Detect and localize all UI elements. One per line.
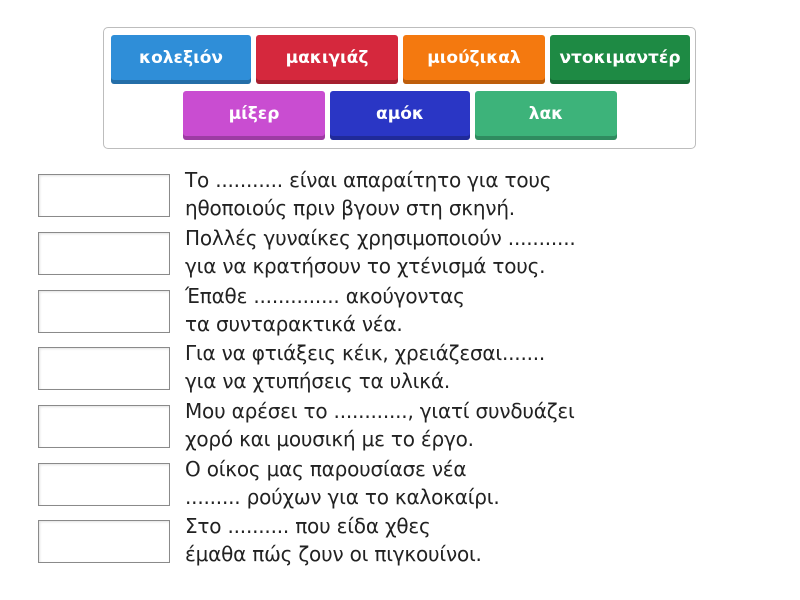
answer-drop-zone[interactable] [38, 174, 170, 217]
sentence-row [38, 455, 678, 511]
sentence-line: ......... ρούχων για το καλοκαίρι. [185, 485, 500, 509]
word-bank [103, 27, 696, 149]
sentence-line: Μου αρέσει το ............, γιατί συνδυάζει [185, 399, 575, 423]
sentence-row [38, 339, 678, 395]
sentence-text [185, 397, 685, 453]
sentence-line: Για να φτιάξεις κέικ, χρειάζεσαι....... [185, 341, 546, 365]
sentence-row [38, 282, 678, 338]
answer-drop-zone[interactable] [38, 290, 170, 333]
sentence-line: έμαθα πώς ζουν οι πιγκουίνοι. [185, 542, 482, 566]
sentence-row [38, 224, 678, 280]
word-tile[interactable]: μίξερ [183, 91, 325, 140]
sentence-text [185, 282, 685, 338]
answer-drop-zone[interactable] [38, 405, 170, 448]
answer-drop-zone[interactable] [38, 463, 170, 506]
sentence-line: Στο .......... που είδα χθες [185, 514, 431, 538]
sentence-line: Ο οίκος μας παρουσίασε νέα [185, 457, 467, 481]
sentence-line: Πολλές γυναίκες χρησιμοποιούν ........... [185, 226, 576, 250]
sentence-text [185, 512, 685, 568]
answer-drop-zone[interactable] [38, 347, 170, 390]
word-tile[interactable]: ντοκιμαντέρ [550, 35, 690, 84]
sentence-text [185, 339, 685, 395]
sentence-row [38, 397, 678, 453]
word-tile[interactable]: κολεξιόν [111, 35, 251, 84]
answer-drop-zone[interactable] [38, 520, 170, 563]
word-tile[interactable]: αμόκ [330, 91, 470, 140]
sentence-line: για να κρατήσουν το χτένισμά τους. [185, 254, 546, 278]
sentence-row [38, 166, 678, 222]
sentence-line: Το ........... είναι απαραίτητο για τους [185, 168, 552, 192]
sentence-line: για να χτυπήσεις τα υλικά. [185, 369, 450, 393]
word-tile[interactable]: μακιγιάζ [256, 35, 398, 84]
sentence-line: Έπαθε .............. ακούγοντας [185, 284, 465, 308]
sentence-line: τα συνταρακτικά νέα. [185, 312, 403, 336]
sentence-line: ηθοποιούς πριν βγουν στη σκηνή. [185, 196, 515, 220]
word-tile[interactable]: λακ [475, 91, 617, 140]
sentence-text [185, 224, 685, 280]
sentence-text [185, 166, 685, 222]
sentence-line: χορό και μουσική με το έργο. [185, 427, 474, 451]
word-tile[interactable]: μιούζικαλ [403, 35, 545, 84]
sentence-row [38, 512, 678, 568]
sentence-text [185, 455, 685, 511]
answer-drop-zone[interactable] [38, 232, 170, 275]
